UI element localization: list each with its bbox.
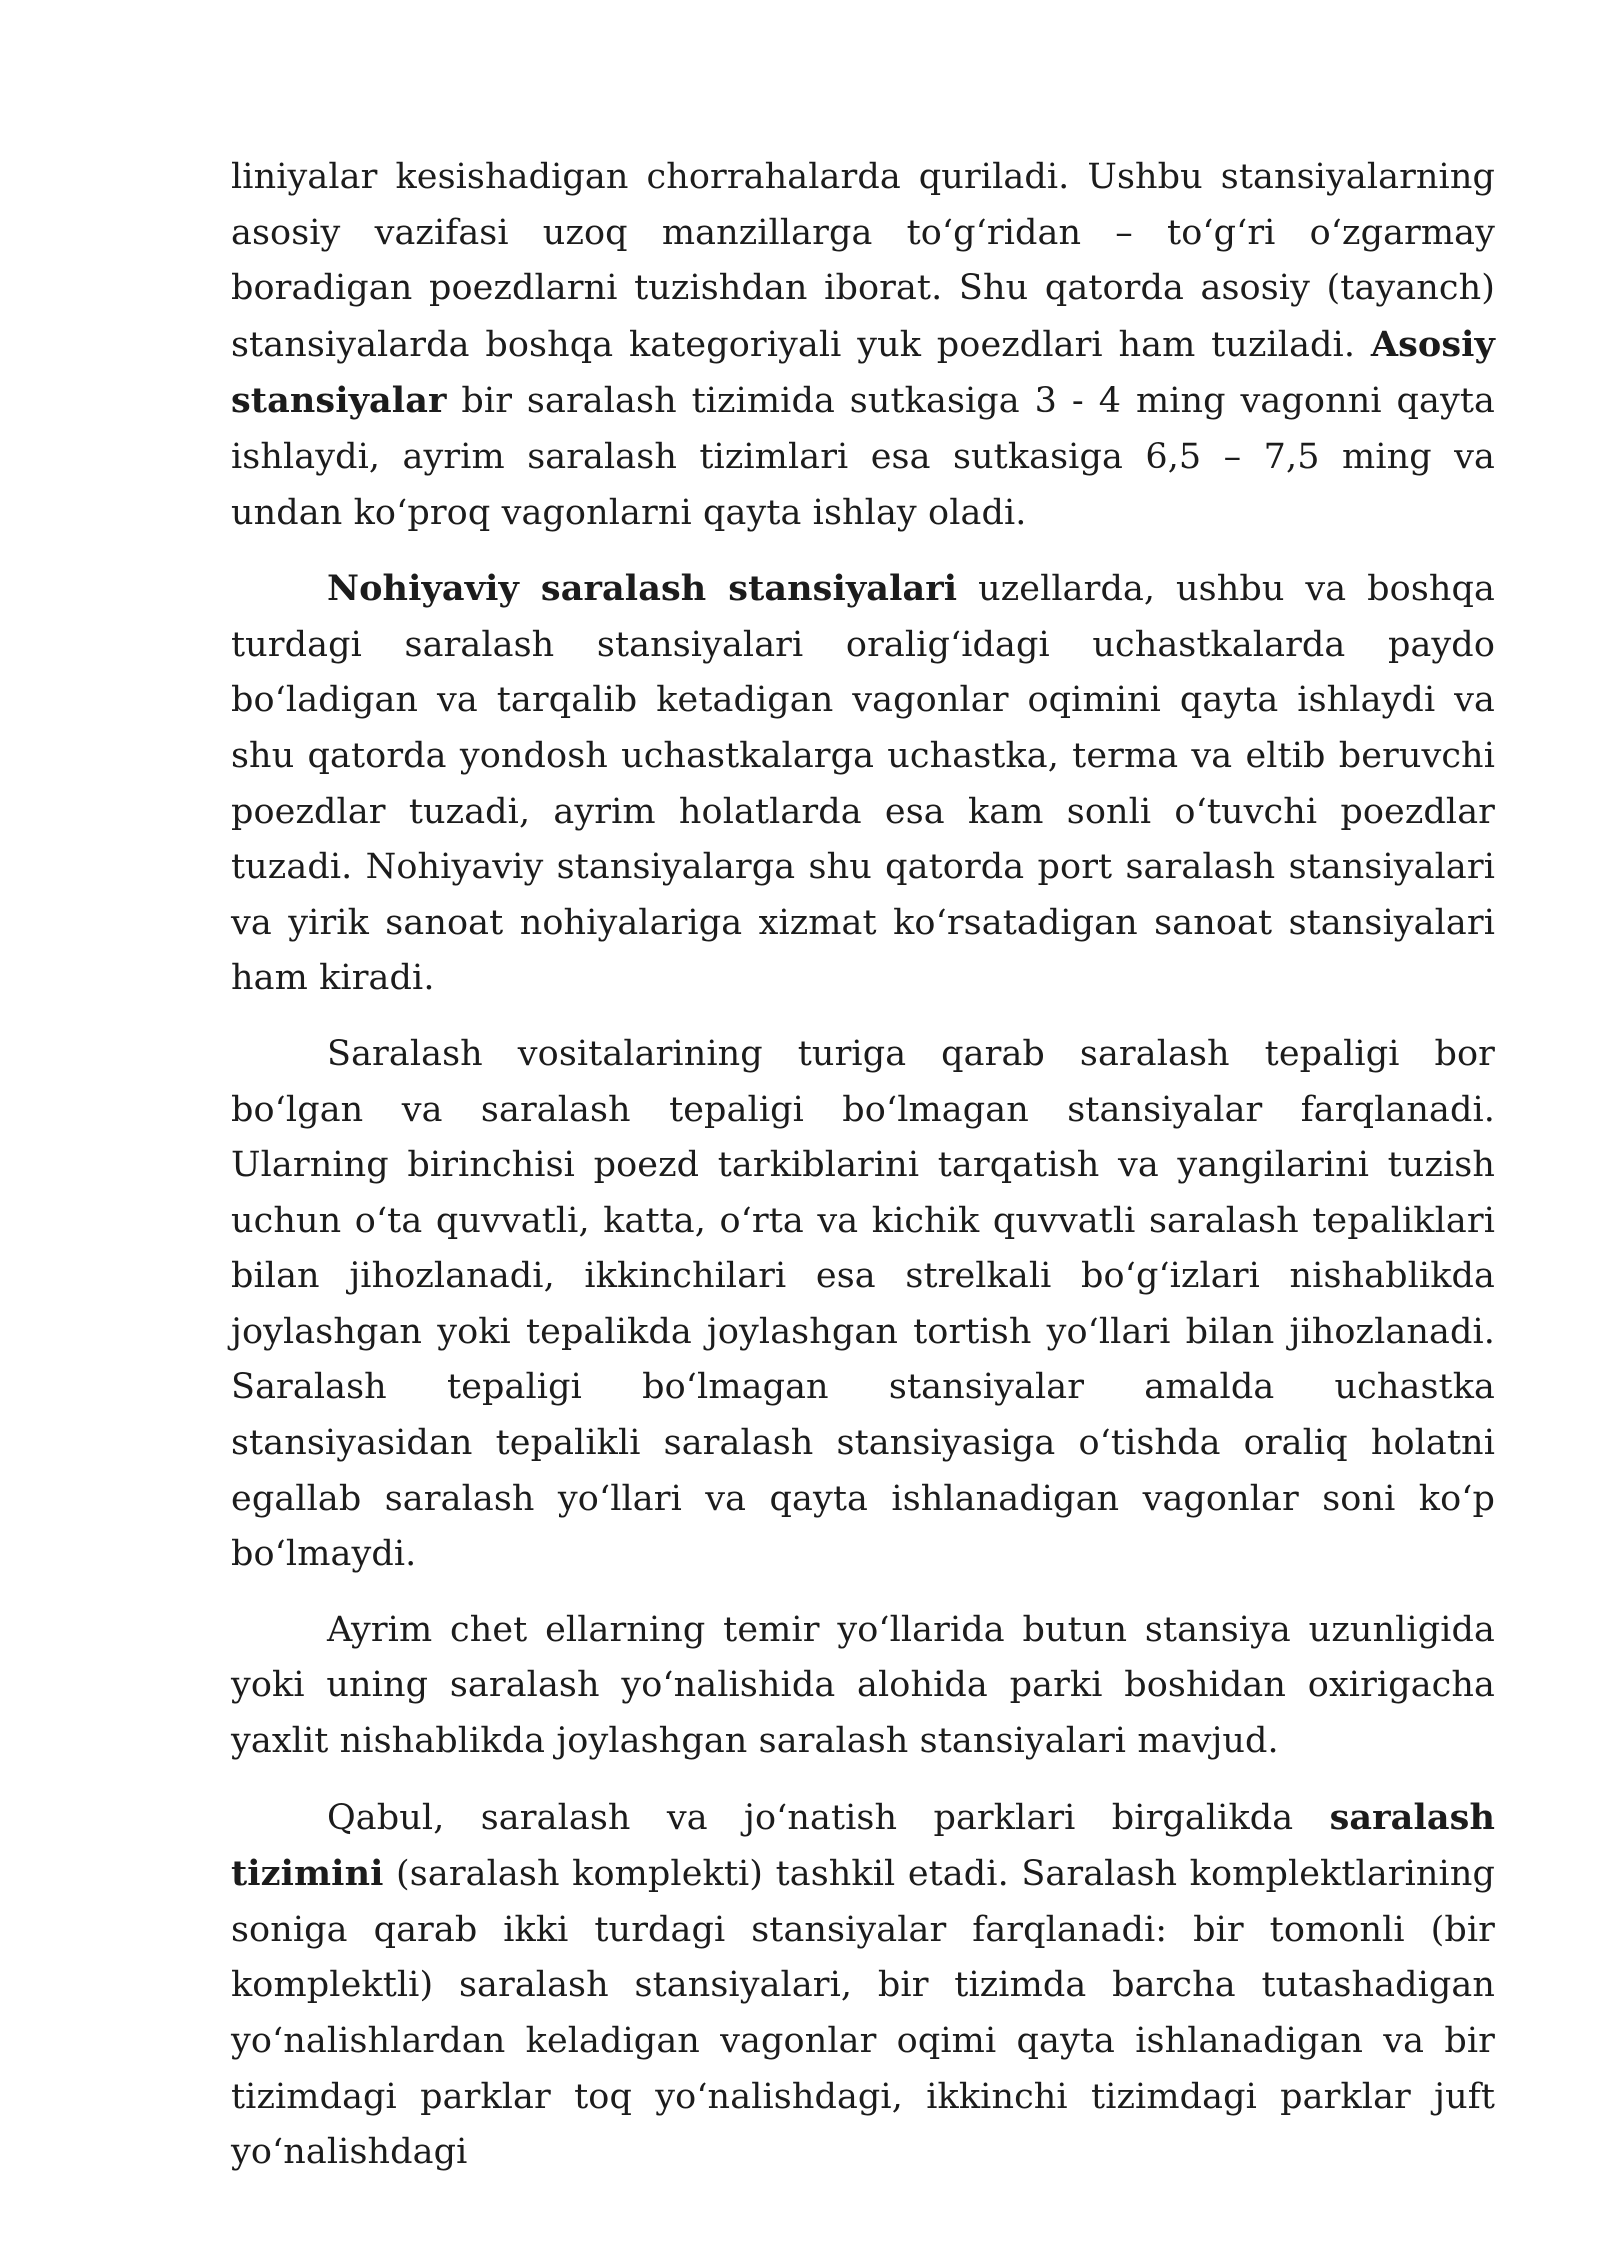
- paragraph-4: [231, 1603, 1495, 1770]
- text-segment: Ayrim chet ellarning temir yo‘llarida butun stansiya uzunligida yoki uning saralash yo‘nalishida alohida parki boshidan oxirigacha yaxlit nishablikda joylashgan saralash stansiyalari mavjud.: [231, 1609, 1495, 1762]
- text-segment: uzellarda, ushbu va boshqa turdagi saralash stansiyalari oralig‘idagi uchastkalarda paydo bo‘ladigan va tarqalib ketadigan vagonlar oqimini qayta ishlaydi va shu qatorda yondosh uchastkalarga uchastka, terma va eltib beruvchi poezdlar tuzadi, ayrim holatlarda esa kam sonli o‘tuvchi poezdlar tuzadi. Nohiyaviy stansiyalarga shu qatorda port saralash stansiyalari va yirik sanoat nohiyalariga xizmat ko‘rsatadigan sanoat stansiyalari ham kiradi.: [231, 569, 1495, 999]
- bold-term-saralash-tizimini: saralash tizimini: [231, 1796, 1495, 1895]
- text-segment: bir saralash tizimida sutkasiga 3 - 4 ming vagonni qayta ishlaydi, ayrim saralash tizimlari esa sutkasiga 6,5 – 7,5 ming va undan ko‘proq vagonlarni qayta ishlay oladi.: [231, 381, 1495, 533]
- bold-term-asosiy-stansiyalar: Asosiy stansiyalar: [231, 323, 1495, 422]
- paragraph-2: [231, 561, 1495, 1007]
- paragraph-3: [231, 1027, 1495, 1583]
- bold-term-nohiyaviy-stansiyalar: Nohiyaviy saralash stansiyalari: [327, 568, 958, 610]
- document-page: [231, 150, 1495, 2201]
- text-segment: Qabul, saralash va jo‘natish parklari birgalikda: [327, 1797, 1330, 1838]
- paragraph-1: [231, 150, 1495, 541]
- text-segment: (saralash komplekti) tashkil etadi. Saralash komplektlarining soniga qarab ikki turdagi stansiyalar farqlanadi: bir tomonli (bir komplektli) saralash stansiyalari, bir tizimda barcha tutashadigan yo‘nalishlardan keladigan vagonlar oqimi qayta ishlanadigan va bir tizimdagi parklar toq yo‘nalishdagi, ikkinchi tizimdagi parklar juft yo‘nalishdagi: [231, 1854, 1495, 2173]
- paragraph-5: [231, 1790, 1495, 2181]
- text-segment: liniyalar kesishadigan chorrahalarda quriladi. Ushbu stansiyalarning asosiy vazifasi uzoq manzillarga to‘g‘ridan – to‘g‘ri o‘zgarmay boradigan poezdlarni tuzishdan iborat. Shu qatorda asosiy (tayanch) stansiyalarda boshqa kategoriyali yuk poezdlari ham tuziladi.: [231, 157, 1495, 365]
- text-segment: Saralash vositalarining turiga qarab saralash tepaligi bor bo‘lgan va saralash tepaligi bo‘lmagan stansiyalar farqlanadi. Ularning birinchisi poezd tarkiblarini tarqatish va yangilarini tuzish uchun o‘ta quvvatli, katta, o‘rta va kichik quvvatli saralash tepaliklari bilan jihozlanadi, ikkinchilari esa strelkali bo‘g‘izlari nishablikda joylashgan yoki tepalikda joylashgan tortish yo‘llari bilan jihozlanadi. Saralash tepaligi bo‘lmagan stansiyalar amalda uchastka stansiyasidan tepalikli saralash stansiyasiga o‘tishda oraliq holatni egallab saralash yo‘llari va qayta ishlanadigan vagonlar soni ko‘p bo‘lmaydi.: [231, 1033, 1495, 1575]
